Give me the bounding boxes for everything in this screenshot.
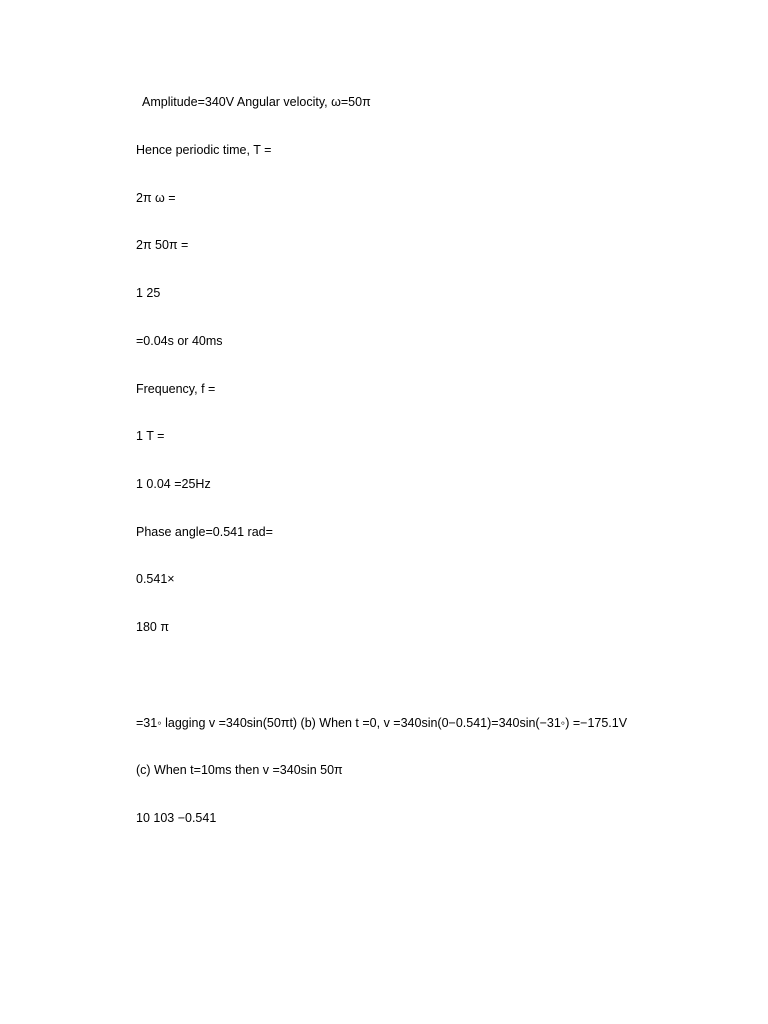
formula-line: 2π ω = xyxy=(136,191,176,205)
part-c-line: (c) When t=10ms then v =340sin 50π xyxy=(136,763,343,777)
formula-line: 0.541× xyxy=(136,572,175,586)
period-result-line: =0.04s or 40ms xyxy=(136,334,223,348)
frequency-line: Frequency, f = xyxy=(136,382,216,396)
periodic-time-line: Hence periodic time, T = xyxy=(136,143,272,157)
phase-angle-line: Phase angle=0.541 rad= xyxy=(136,525,273,539)
frequency-result-line: 1 0.04 =25Hz xyxy=(136,477,211,491)
phase-result-line: =31◦ lagging v =340sin(50πt) (b) When t =0, v =340sin(0−0.541)=340sin(−31◦) =−175.1V xyxy=(136,716,628,730)
formula-line: 10 103 −0.541 xyxy=(136,811,217,825)
formula-line: 1 T = xyxy=(136,429,165,443)
formula-line: 1 25 xyxy=(136,286,161,300)
formula-line: 2π 50π = xyxy=(136,238,189,252)
amplitude-line: Amplitude=340V Angular velocity, ω=50π xyxy=(142,95,371,109)
formula-line: 180 π xyxy=(136,620,169,634)
